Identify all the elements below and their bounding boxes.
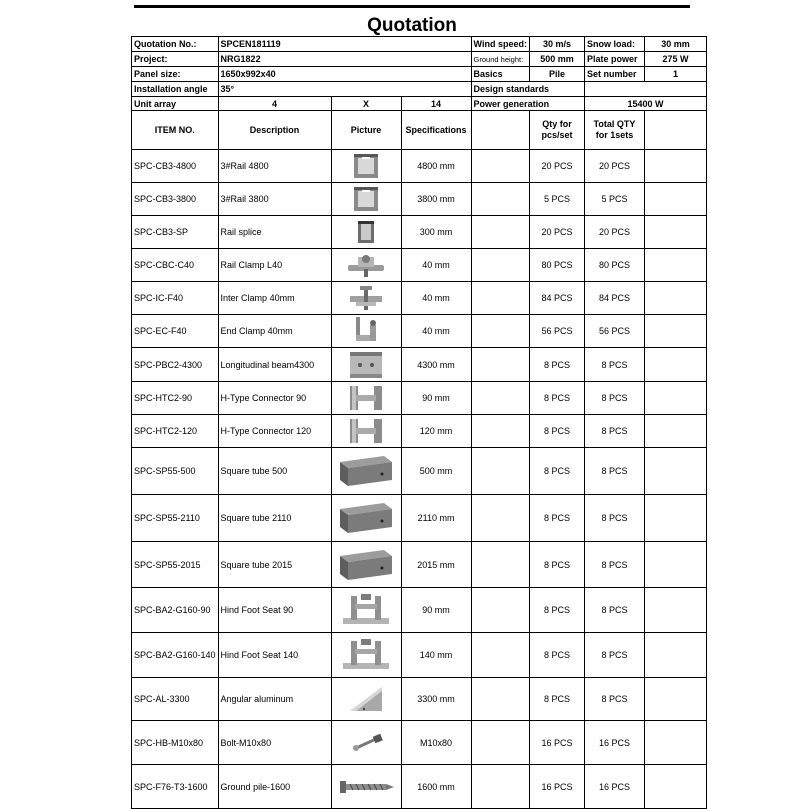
value-quotation-no: SPCEN181119 <box>218 37 471 52</box>
angle-aluminum-icon <box>332 683 401 715</box>
picture-cell <box>331 382 401 415</box>
info-row-4 <box>132 82 707 97</box>
beam-icon <box>332 350 401 380</box>
table-row <box>132 495 707 542</box>
spec-cell: 90 mm <box>401 382 471 415</box>
value-panel-size: 1650x992x40 <box>218 67 471 82</box>
spec-cell: 2110 mm <box>401 495 471 542</box>
extra-cell <box>644 633 706 678</box>
qty-cell: 8 PCS <box>529 382 584 415</box>
qty-cell: 8 PCS <box>529 588 584 633</box>
spec-cell: 1600 mm <box>401 765 471 809</box>
item-no-cell: SPC-HTC2-120 <box>132 415 219 448</box>
qty-cell: 8 PCS <box>529 678 584 721</box>
extra-cell <box>644 348 706 382</box>
label-unit-array: Unit array <box>132 97 219 111</box>
label-project: Project: <box>132 52 219 67</box>
item-no-cell: SPC-HTC2-90 <box>132 382 219 415</box>
spec-cell: 4800 mm <box>401 150 471 183</box>
item-no-cell: SPC-PBC2-4300 <box>132 348 219 382</box>
table-row <box>132 448 707 495</box>
table-row <box>132 542 707 588</box>
table-row <box>132 183 707 216</box>
item-no-cell: SPC-BA2-G160-90 <box>132 588 219 633</box>
extra-cell <box>644 382 706 415</box>
value-wind-speed: 30 m/s <box>529 37 584 52</box>
qty-cell: 8 PCS <box>529 495 584 542</box>
total-qty-cell: 20 PCS <box>584 216 644 249</box>
extra-cell <box>644 249 706 282</box>
col-item-no: ITEM NO. <box>132 111 219 150</box>
col-blank <box>471 111 529 150</box>
value-snow-load: 30 mm <box>644 37 706 52</box>
table-row <box>132 415 707 448</box>
label-design-standards: Design standards <box>471 82 584 97</box>
blank-cell <box>471 415 529 448</box>
info-row-2 <box>132 52 707 67</box>
blank-cell <box>471 588 529 633</box>
blank-cell <box>471 282 529 315</box>
picture-cell <box>331 495 401 542</box>
square-tube-icon <box>332 546 401 584</box>
item-no-cell: SPC-F76-T3-1600 <box>132 765 219 809</box>
label-ground-height: Ground height: <box>471 52 529 67</box>
spec-cell: 140 mm <box>401 633 471 678</box>
value-set-number: 1 <box>644 67 706 82</box>
col-total-qty: Total QTY for 1sets <box>584 111 644 150</box>
extra-cell <box>644 765 706 809</box>
spec-cell: 40 mm <box>401 282 471 315</box>
blank-cell <box>471 765 529 809</box>
blank-cell <box>471 315 529 348</box>
value-design-standards <box>584 82 706 97</box>
qty-cell: 16 PCS <box>529 721 584 765</box>
total-qty-cell: 20 PCS <box>584 150 644 183</box>
spec-cell: 3800 mm <box>401 183 471 216</box>
spec-cell: 3300 mm <box>401 678 471 721</box>
label-wind-speed: Wind speed: <box>471 37 529 52</box>
column-header-row <box>132 111 707 150</box>
picture-cell <box>331 183 401 216</box>
info-row-5 <box>132 97 707 111</box>
description-cell: Hind Foot Seat 90 <box>218 588 331 633</box>
value-unit-array-x: X <box>331 97 401 111</box>
spec-cell: 120 mm <box>401 415 471 448</box>
total-qty-cell: 8 PCS <box>584 415 644 448</box>
total-qty-cell: 16 PCS <box>584 721 644 765</box>
blank-cell <box>471 678 529 721</box>
qty-cell: 16 PCS <box>529 765 584 809</box>
qty-cell: 20 PCS <box>529 150 584 183</box>
item-no-cell: SPC-CBC-C40 <box>132 249 219 282</box>
description-cell: Inter Clamp 40mm <box>218 282 331 315</box>
picture-cell <box>331 415 401 448</box>
blank-cell <box>471 448 529 495</box>
qty-cell: 56 PCS <box>529 315 584 348</box>
picture-cell <box>331 216 401 249</box>
extra-cell <box>644 315 706 348</box>
qty-cell: 5 PCS <box>529 183 584 216</box>
col-description: Description <box>218 111 331 150</box>
value-basics: Pile <box>529 67 584 82</box>
picture-cell <box>331 448 401 495</box>
blank-cell <box>471 382 529 415</box>
table-row <box>132 315 707 348</box>
quotation-table <box>131 36 707 809</box>
label-snow-load: Snow load: <box>584 37 644 52</box>
foot-seat-icon <box>332 635 401 675</box>
total-qty-cell: 8 PCS <box>584 633 644 678</box>
label-set-number: Set number <box>584 67 644 82</box>
total-qty-cell: 8 PCS <box>584 448 644 495</box>
item-no-cell: SPC-SP55-2015 <box>132 542 219 588</box>
description-cell: H-Type Connector 90 <box>218 382 331 415</box>
picture-cell <box>331 588 401 633</box>
description-cell: Square tube 2015 <box>218 542 331 588</box>
qty-cell: 84 PCS <box>529 282 584 315</box>
total-qty-cell: 8 PCS <box>584 588 644 633</box>
picture-cell <box>331 150 401 183</box>
h-connector-icon <box>332 416 401 446</box>
col-extra <box>644 111 706 150</box>
spec-cell: M10x80 <box>401 721 471 765</box>
qty-cell: 8 PCS <box>529 415 584 448</box>
extra-cell <box>644 588 706 633</box>
description-cell: H-Type Connector 120 <box>218 415 331 448</box>
item-no-cell: SPC-CB3-3800 <box>132 183 219 216</box>
total-qty-cell: 16 PCS <box>584 765 644 809</box>
value-project: NRG1822 <box>218 52 471 67</box>
description-cell: End Clamp 40mm <box>218 315 331 348</box>
rail-profile-icon <box>332 185 401 213</box>
extra-cell <box>644 448 706 495</box>
spec-cell: 500 mm <box>401 448 471 495</box>
picture-cell <box>331 721 401 765</box>
extra-cell <box>644 183 706 216</box>
picture-cell <box>331 542 401 588</box>
foot-seat-icon <box>332 590 401 630</box>
label-quotation-no: Quotation No.: <box>132 37 219 52</box>
qty-cell: 8 PCS <box>529 448 584 495</box>
picture-cell <box>331 348 401 382</box>
total-qty-cell: 8 PCS <box>584 678 644 721</box>
inter-clamp-icon <box>332 284 401 312</box>
table-row <box>132 721 707 765</box>
table-row <box>132 678 707 721</box>
description-cell: Square tube 500 <box>218 448 331 495</box>
extra-cell <box>644 495 706 542</box>
total-qty-cell: 5 PCS <box>584 183 644 216</box>
col-qty-per-set: Qty for pcs/set <box>529 111 584 150</box>
label-installation-angle: Installation angle <box>132 82 219 97</box>
item-no-cell: SPC-AL-3300 <box>132 678 219 721</box>
blank-cell <box>471 633 529 678</box>
total-qty-cell: 56 PCS <box>584 315 644 348</box>
description-cell: Angular aluminum <box>218 678 331 721</box>
picture-cell <box>331 678 401 721</box>
value-unit-array-b: 14 <box>401 97 471 111</box>
item-no-cell: SPC-BA2-G160-140 <box>132 633 219 678</box>
spec-cell: 40 mm <box>401 249 471 282</box>
description-cell: Longitudinal beam4300 <box>218 348 331 382</box>
table-row <box>132 216 707 249</box>
picture-cell <box>331 282 401 315</box>
description-cell: 3#Rail 3800 <box>218 183 331 216</box>
value-installation-angle: 35° <box>218 82 471 97</box>
table-row <box>132 633 707 678</box>
rail-clamp-icon <box>332 251 401 279</box>
blank-cell <box>471 249 529 282</box>
value-power-generation: 15400 W <box>584 97 706 111</box>
blank-cell <box>471 150 529 183</box>
qty-cell: 8 PCS <box>529 633 584 678</box>
description-cell: Ground pile-1600 <box>218 765 331 809</box>
extra-cell <box>644 721 706 765</box>
table-row <box>132 382 707 415</box>
info-row-1 <box>132 37 707 52</box>
total-qty-cell: 84 PCS <box>584 282 644 315</box>
ground-pile-icon <box>332 775 401 799</box>
label-panel-size: Panel size: <box>132 67 219 82</box>
item-no-cell: SPC-SP55-500 <box>132 448 219 495</box>
item-no-cell: SPC-HB-M10x80 <box>132 721 219 765</box>
square-tube-icon <box>332 499 401 537</box>
qty-cell: 80 PCS <box>529 249 584 282</box>
table-row <box>132 249 707 282</box>
spec-cell: 300 mm <box>401 216 471 249</box>
blank-cell <box>471 721 529 765</box>
spec-cell: 4300 mm <box>401 348 471 382</box>
end-clamp-icon <box>332 315 401 347</box>
picture-cell <box>331 249 401 282</box>
col-specifications: Specifications <box>401 111 471 150</box>
rail-profile-icon <box>332 152 401 180</box>
total-qty-cell: 80 PCS <box>584 249 644 282</box>
spec-cell: 2015 mm <box>401 542 471 588</box>
square-tube-icon <box>332 452 401 490</box>
extra-cell <box>644 678 706 721</box>
item-no-cell: SPC-CB3-SP <box>132 216 219 249</box>
blank-cell <box>471 216 529 249</box>
description-cell: Rail Clamp L40 <box>218 249 331 282</box>
value-plate-power: 275 W <box>644 52 706 67</box>
table-row <box>132 765 707 809</box>
blank-cell <box>471 348 529 382</box>
blank-cell <box>471 495 529 542</box>
table-row <box>132 150 707 183</box>
info-row-3 <box>132 67 707 82</box>
item-no-cell: SPC-EC-F40 <box>132 315 219 348</box>
label-power-generation: Power generation <box>471 97 584 111</box>
description-cell: Rail splice <box>218 216 331 249</box>
extra-cell <box>644 282 706 315</box>
extra-cell <box>644 542 706 588</box>
col-picture: Picture <box>331 111 401 150</box>
page-title: Quotation <box>367 15 457 36</box>
value-unit-array-a: 4 <box>218 97 331 111</box>
total-qty-cell: 8 PCS <box>584 495 644 542</box>
description-cell: Hind Foot Seat 140 <box>218 633 331 678</box>
table-row <box>132 348 707 382</box>
h-connector-icon <box>332 383 401 413</box>
top-rule <box>134 5 690 8</box>
spec-cell: 90 mm <box>401 588 471 633</box>
total-qty-cell: 8 PCS <box>584 542 644 588</box>
blank-cell <box>471 183 529 216</box>
item-no-cell: SPC-IC-F40 <box>132 282 219 315</box>
value-ground-height: 500 mm <box>529 52 584 67</box>
blank-cell <box>471 542 529 588</box>
extra-cell <box>644 150 706 183</box>
extra-cell <box>644 216 706 249</box>
total-qty-cell: 8 PCS <box>584 348 644 382</box>
description-cell: Square tube 2110 <box>218 495 331 542</box>
qty-cell: 8 PCS <box>529 542 584 588</box>
picture-cell <box>331 315 401 348</box>
picture-cell <box>331 765 401 809</box>
label-basics: Basics <box>471 67 529 82</box>
bolt-icon <box>332 731 401 755</box>
qty-cell: 20 PCS <box>529 216 584 249</box>
spec-cell: 40 mm <box>401 315 471 348</box>
rail-splice-icon <box>332 218 401 246</box>
description-cell: Bolt-M10x80 <box>218 721 331 765</box>
table-row <box>132 282 707 315</box>
total-qty-cell: 8 PCS <box>584 382 644 415</box>
item-no-cell: SPC-SP55-2110 <box>132 495 219 542</box>
extra-cell <box>644 415 706 448</box>
table-row <box>132 588 707 633</box>
item-no-cell: SPC-CB3-4800 <box>132 150 219 183</box>
picture-cell <box>331 633 401 678</box>
description-cell: 3#Rail 4800 <box>218 150 331 183</box>
label-plate-power: Plate power <box>584 52 644 67</box>
qty-cell: 8 PCS <box>529 348 584 382</box>
